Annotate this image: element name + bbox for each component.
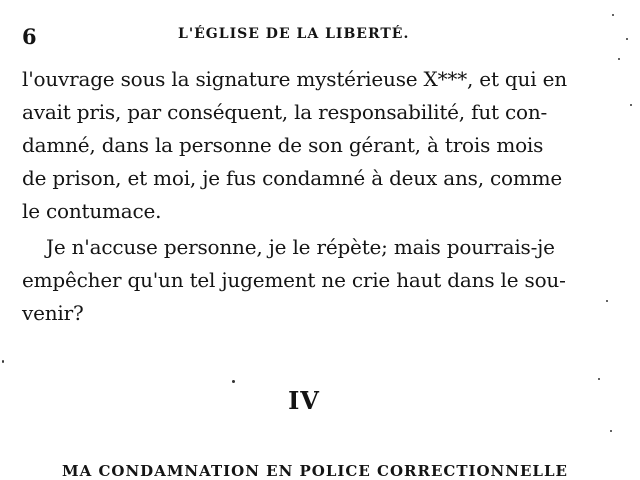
- chapter-number: IV: [288, 386, 320, 415]
- scan-speck: [618, 58, 620, 60]
- text-line: avait pris, par conséquent, la responsabilité, fut con-: [22, 100, 548, 124]
- scan-speck: [232, 380, 235, 383]
- scan-speck: [612, 14, 614, 16]
- scan-speck: [606, 300, 608, 302]
- text-line: le contumace.: [22, 199, 162, 223]
- paragraph: [22, 231, 566, 330]
- scan-speck: [630, 104, 632, 106]
- text-line: de prison, et moi, je fus condamné à deux ans, comme: [22, 166, 563, 190]
- scan-speck: [626, 38, 628, 40]
- text-line: Je n'accuse personne, je le répète; mais pourrais-je: [46, 235, 555, 259]
- text-line: damné, dans la personne de son gérant, à trois mois: [22, 133, 544, 157]
- chapter-title: MA CONDAMNATION EN POLICE CORRECTIONNELLE: [62, 462, 568, 480]
- running-title: L'ÉGLISE DE LA LIBERTÉ.: [178, 26, 410, 42]
- text-line: venir?: [22, 301, 84, 325]
- text-line: l'ouvrage sous la signature mystérieuse X***, et qui en: [22, 67, 567, 91]
- page-number: 6: [22, 24, 37, 49]
- scan-speck: [610, 430, 612, 432]
- paragraph-continuation: [22, 63, 567, 228]
- scan-speck: [598, 378, 600, 380]
- text-line: empêcher qu'un tel jugement ne crie haut dans le sou-: [22, 268, 566, 292]
- scan-speck: [2, 360, 4, 363]
